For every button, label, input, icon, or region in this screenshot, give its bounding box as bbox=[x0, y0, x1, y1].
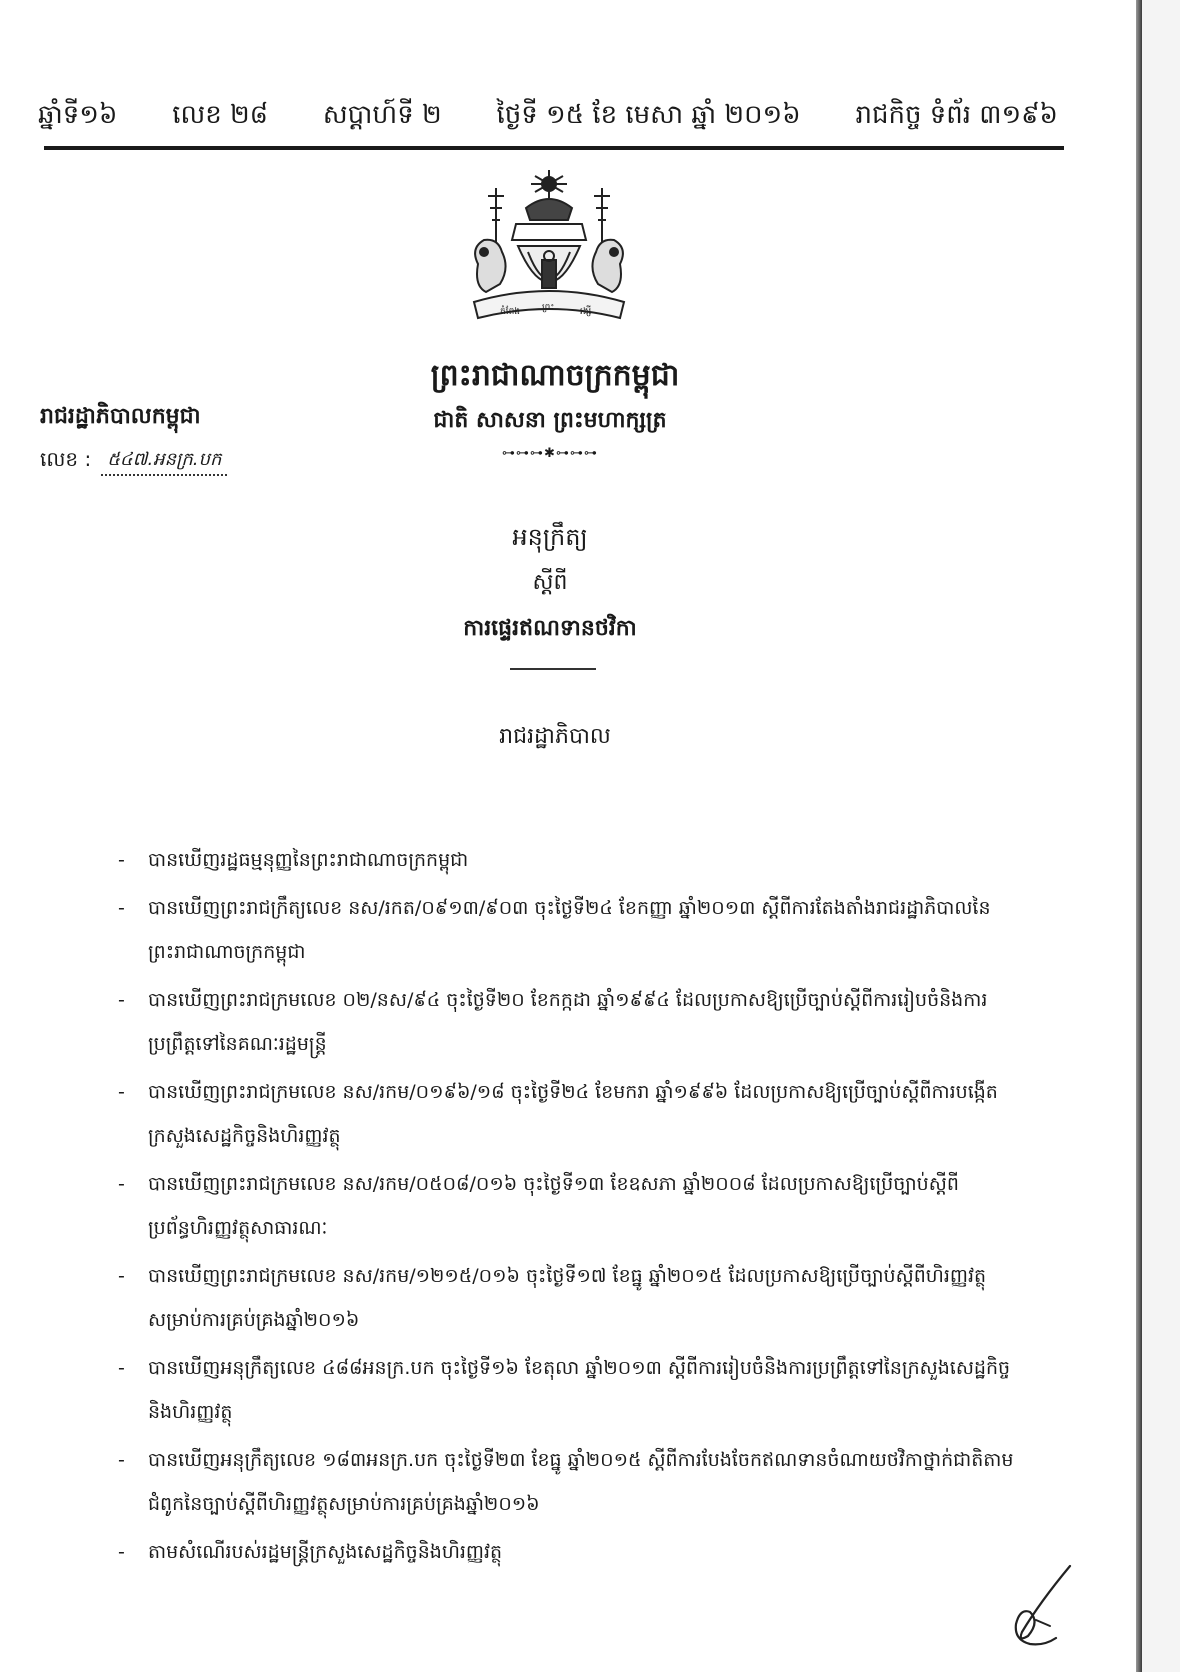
subject-divider bbox=[510, 668, 596, 670]
page-right-edge bbox=[1142, 0, 1180, 1672]
document-type: អនុក្រឹត្យ bbox=[512, 523, 588, 551]
consideration-item: - បានឃើញអនុក្រឹត្យលេខ ១៨៣អនក្រ.បក ចុះថ្ងៃទី២៣ ខែធ្នូ ឆ្នាំ២០១៥ ស្តីពីការបែងចែកឥណទានចំណាយថវិកាថ្នាក់ជាតិតាមជំពូកនៃច្បាប់ស្តីពីហិរញ្ញវត្ថុសម្រាប់ការគ្រប់គ្រងឆ្នាំ២០១៦ bbox=[118, 1438, 1018, 1526]
document-number-value: ៥៤៧.អនក្រ.បក bbox=[101, 447, 227, 476]
document-about: ស្តីពី bbox=[532, 570, 568, 595]
consideration-item: - បានឃើញរដ្ឋធម្មនុញ្ញនៃព្រះរាជាណាចក្រកម្ពុជា bbox=[118, 838, 1018, 882]
government-name: រាជរដ្ឋាភិបាលកម្ពុជា bbox=[40, 404, 201, 429]
consideration-item: - បានឃើញព្រះរាជក្រមលេខ នស/រកម/១២១៥/០១៦ ចុះថ្ងៃទី១៧ ខែធ្នូ ឆ្នាំ២០១៥ ដែលប្រកាសឱ្យប្រើច្បាប់ស្តីពីហិរញ្ញវត្ថុសម្រាប់ការគ្រប់គ្រងឆ្នាំ២០១៦ bbox=[118, 1254, 1018, 1342]
considerations-list bbox=[118, 838, 1018, 1578]
consideration-item: - បានឃើញព្រះរាជក្រមលេខ នស/រកម/០១៩៦/១៨ ចុះថ្ងៃទី២៤ ខែមករា ឆ្នាំ១៩៩៦ ដែលប្រកាសឱ្យប្រើច្បាប់ស្តីពីការបង្កើតក្រសួងសេដ្ឋកិច្ចនិងហិរញ្ញវត្ថុ bbox=[118, 1070, 1018, 1158]
consideration-item: - បានឃើញអនុក្រឹត្យលេខ ៤៨៨អនក្រ.បក ចុះថ្ងៃទី១៦ ខែតុលា ឆ្នាំ២០១៣ ស្តីពីការរៀបចំនិងការប្រព្រឹត្តទៅនៃក្រសួងសេដ្ឋកិច្ចនិងហិរញ្ញវត្ថុ bbox=[118, 1346, 1018, 1434]
royal-coat-of-arms-icon bbox=[456, 168, 642, 344]
issuing-authority: រាជរដ្ឋាភិបាល bbox=[499, 724, 611, 749]
gazette-year: ឆ្នាំទី១៦ bbox=[38, 100, 118, 130]
emblem-label-center: ព្រះ bbox=[542, 303, 555, 313]
document-subject: ការផ្ទេរឥណទានថវិកា bbox=[463, 616, 637, 641]
motto-ornament: ⊶⊶⊶✱⊶⊶⊶ bbox=[502, 446, 598, 461]
document-number-label: លេខ : bbox=[40, 447, 92, 471]
page-binding-shadow bbox=[1136, 0, 1142, 1672]
emblem-label-right: រង្សី bbox=[580, 307, 592, 317]
gazette-date: ថ្ងៃទី ១៥ ខែ មេសា ឆ្នាំ ២០១៦ bbox=[496, 100, 801, 130]
consideration-item: - បានឃើញព្រះរាជក្រមលេខ នស/រកម/០៥០៨/០១៦ ចុះថ្ងៃទី១៣ ខែឧសភា ឆ្នាំ២០០៨ ដែលប្រកាសឱ្យប្រើច្បាប់ស្តីពីប្រព័ន្ធហិរញ្ញវត្ថុសាធារណៈ bbox=[118, 1162, 1018, 1250]
handwritten-initial-icon bbox=[1000, 1562, 1080, 1652]
document-number bbox=[40, 446, 227, 476]
header-divider bbox=[44, 146, 1064, 150]
consideration-item: - បានឃើញព្រះរាជក្រមលេខ ០២/នស/៩៤ ចុះថ្ងៃទី២០ ខែកក្កដា ឆ្នាំ១៩៩៤ ដែលប្រកាសឱ្យប្រើច្បាប់ស្តីពីការរៀបចំនិងការប្រព្រឹត្តទៅនៃគណៈរដ្ឋមន្ត្រី bbox=[118, 978, 1018, 1066]
national-motto: ជាតិ សាសនា ព្រះមហាក្សត្រ bbox=[433, 408, 667, 433]
consideration-item: - បានឃើញព្រះរាជក្រឹត្យលេខ នស/រកត/០៩១៣/៩០៣ ចុះថ្ងៃទី២៤ ខែកញ្ញា ឆ្នាំ២០១៣ ស្តីពីការតែងតាំងរាជរដ្ឋាភិបាលនៃព្រះរាជាណាចក្រកម្ពុជា bbox=[118, 886, 1018, 974]
gazette-week: សប្តាហ៍ទី ២ bbox=[322, 100, 442, 130]
consideration-item: - តាមសំណើរបស់រដ្ឋមន្ត្រីក្រសួងសេដ្ឋកិច្ចនិងហិរញ្ញវត្ថុ bbox=[118, 1530, 1018, 1574]
emblem-label-left: កំពែង bbox=[500, 307, 520, 317]
gazette-header bbox=[38, 98, 1058, 136]
gazette-issue: លេខ ២៨ bbox=[172, 100, 269, 130]
kingdom-title: ព្រះរាជាណាចក្រកម្ពុជា bbox=[430, 358, 680, 393]
gazette-page-number: រាជកិច្ច ទំព័រ ៣១៩៦ bbox=[855, 100, 1058, 130]
